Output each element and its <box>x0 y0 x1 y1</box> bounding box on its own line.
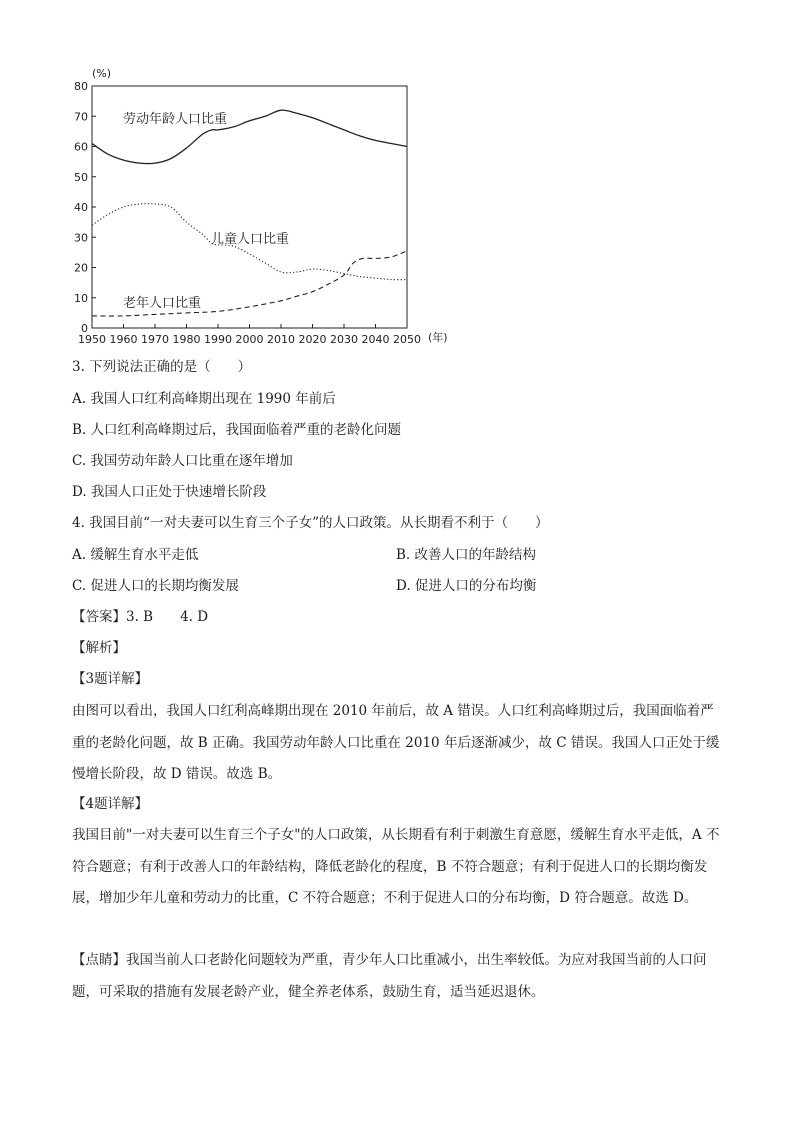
q3-option-c: C. 我国劳动年龄人口比重在逐年增加 <box>72 453 293 469</box>
x-tick-label: 2000 <box>235 333 264 346</box>
detail3-heading: 【3题详解】 <box>72 671 149 687</box>
label-elderly-series: 老年人口比重 <box>123 296 202 311</box>
detail4-heading: 【4题详解】 <box>72 796 149 812</box>
y-tick-label: 10 <box>74 291 88 305</box>
label-child-series: 儿童人口比重 <box>211 232 290 247</box>
x-tick-label: 1960 <box>109 333 138 346</box>
q3-option-a: A. 我国人口红利高峰期出现在 1990 年前后 <box>72 391 336 407</box>
y-tick-label: 30 <box>74 231 88 245</box>
x-tick-label: 2040 <box>361 333 390 346</box>
q4-option-d: D. 促进人口的分布均衡 <box>396 578 537 594</box>
y-tick-label: 20 <box>74 261 88 275</box>
q4-stem: 4. 我国目前“一对夫妻可以生育三个子女”的人口政策。从长期看不利于（ ） <box>72 515 549 531</box>
y-tick-label: 80 <box>74 80 88 93</box>
x-tick-label: 2020 <box>298 333 327 346</box>
y-tick-label: 40 <box>74 201 88 214</box>
y-unit-label: (%) <box>92 67 112 80</box>
x-unit-label: (年) <box>428 331 448 344</box>
y-tick-label: 50 <box>74 170 88 184</box>
x-tick-label: 2050 <box>393 333 421 346</box>
q3-stem: 3. 下列说法正确的是（ ） <box>72 359 252 375</box>
q4-option-a: A. 缓解生育水平走低 <box>72 547 199 563</box>
y-tick-label: 60 <box>74 140 88 154</box>
population-chart <box>60 62 480 352</box>
q4-option-b: B. 改善人口的年龄结构 <box>396 547 537 563</box>
detail4-body: 我国目前"一对夫妻可以生育三个子女"的人口政策，从长期看有利于刺激生育意愿，缓解生育水平走低，A 不符合题意；有利于改善人口的年龄结构，降低老龄化的程度，B 不符合题意；有利于促进人口的长期均衡发展，增加少年儿童和劳动力的比重，C 不符合题意；不利于促进人口的分布均衡，D 符合题意。故选 D。 <box>72 827 720 906</box>
x-tick-label: 1990 <box>204 333 232 346</box>
x-tick-label: 1950 <box>78 333 106 346</box>
q3-option-b: B. 人口红利高峰期过后，我国面临着严重的老龄化问题 <box>72 422 402 438</box>
comment-body: 【点睛】我国当前人口老龄化问题较为严重，青少年人口比重减小，出生率较低。为应对我国当前的人口问题，可采取的措施有发展老龄产业，健全养老体系，鼓励生育，适当延迟退休。 <box>72 952 707 1000</box>
q3-option-d: D. 我国人口正处于快速增长阶段 <box>72 484 267 500</box>
detail3-body: 由图可以看出，我国人口红利高峰期出现在 2010 年前后，故 A 错误。人口红利高峰期过后，我国面临着严重的老龄化问题，故 B 正确。我国劳动年龄人口比重在 2010 年后逐渐减少，故 C 错误。我国人口正处于缓慢增长阶段，故 D 错误。故选 B。 <box>72 703 720 782</box>
q4-option-c: C. 促进人口的长期均衡发展 <box>72 578 239 594</box>
analysis-heading: 【解析】 <box>72 640 126 656</box>
answer-line: 【答案】3. B 4. D <box>72 609 209 625</box>
x-tick-label: 1980 <box>172 333 201 346</box>
label-labor-series: 劳动年龄人口比重 <box>123 112 228 127</box>
y-tick-label: 70 <box>74 110 88 124</box>
x-tick-label: 2010 <box>267 333 295 346</box>
x-tick-label: 1970 <box>141 333 169 346</box>
x-tick-label: 2030 <box>330 333 358 346</box>
y-tick-label: 0 <box>81 322 88 335</box>
